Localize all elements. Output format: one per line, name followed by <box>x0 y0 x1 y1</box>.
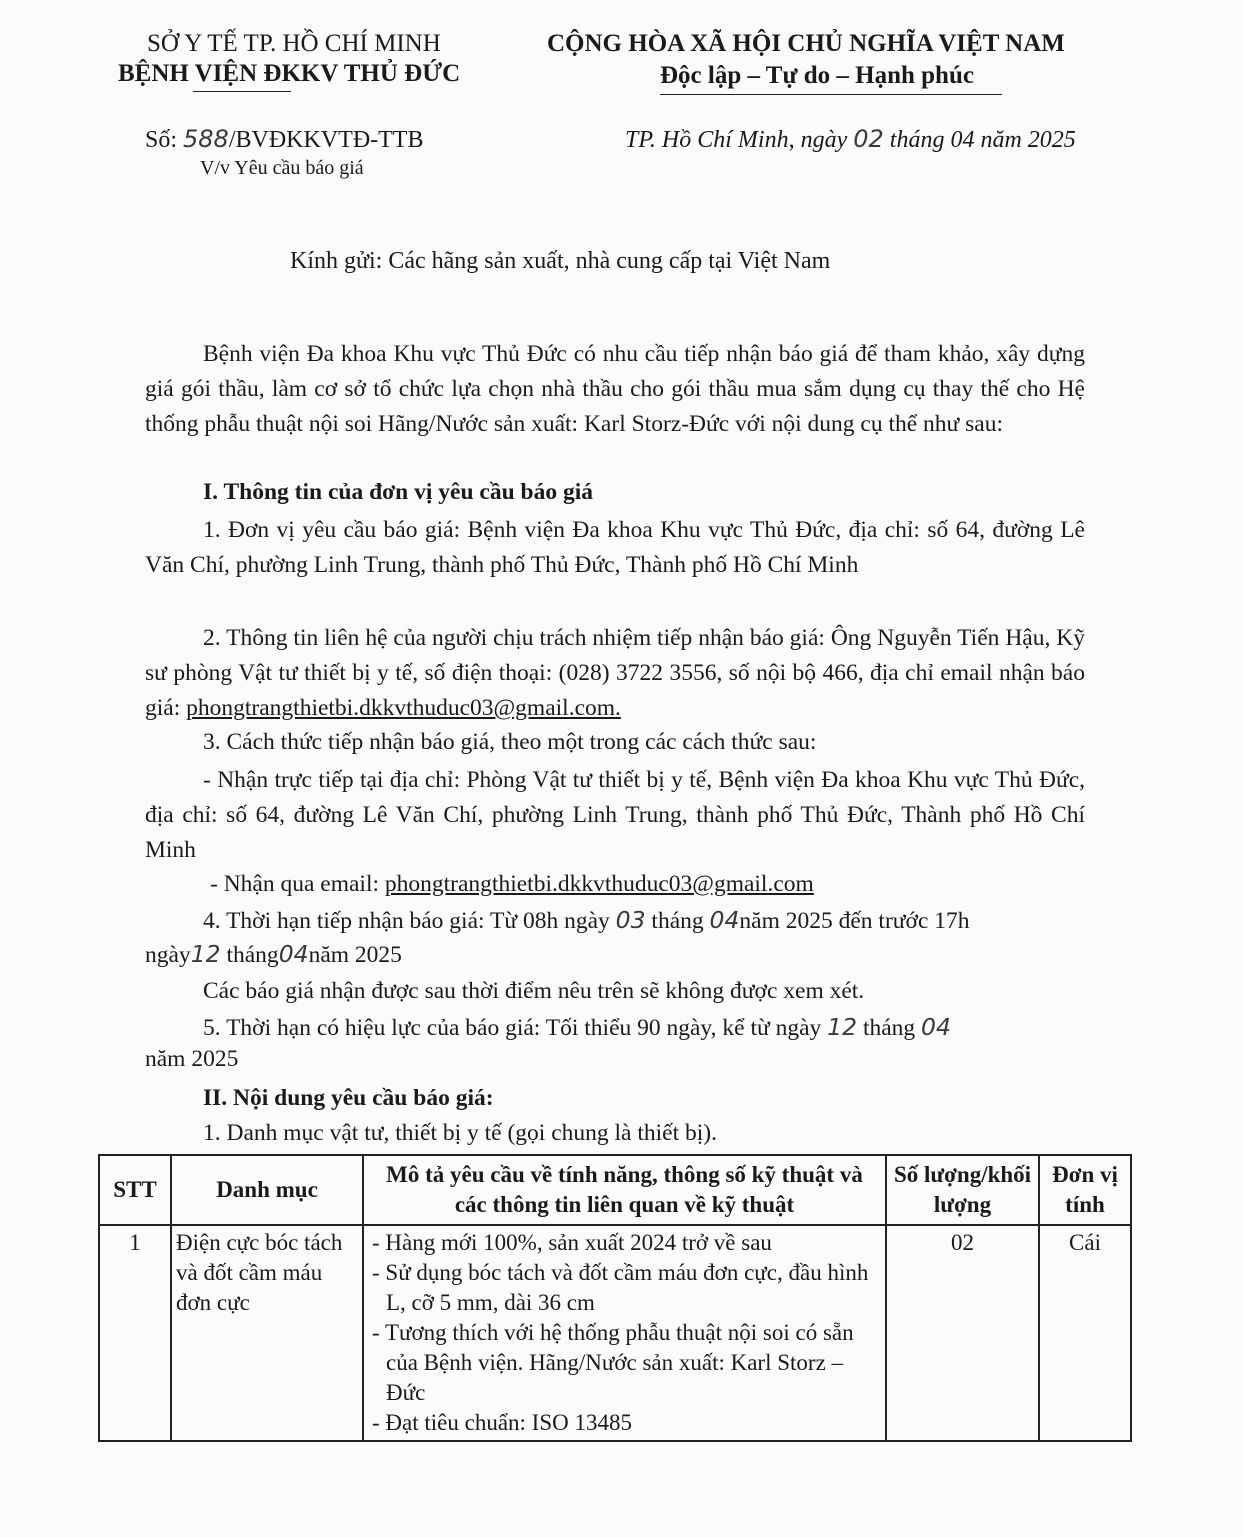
section1-item3-email <box>210 871 814 898</box>
section1-item4-line2 <box>145 940 402 969</box>
item5-month-handwritten: 04 <box>921 1013 951 1041</box>
date-part1: TP. Hồ Chí Minh, ngày <box>625 127 854 153</box>
intro-paragraph: Bệnh viện Đa khoa Khu vực Thủ Đức có nhu cầu tiếp nhận báo giá để tham khảo, xây dựng giá gói thầu, làm cơ sở tổ chức lựa chọn nhà thầu cho gói thầu mua sắm dụng cụ thay thế cho Hệ thống phẫu thuật nội soi Hãng/Nước sản xuất: Karl Storz-Đức với nội dung cụ thể như sau: <box>145 341 1085 437</box>
doc-number <box>145 125 423 154</box>
item4-f: năm 2025 <box>308 942 402 968</box>
submission-email-link[interactable]: phongtrangthietbi.dkkvthuduc03@gmail.com <box>384 871 814 897</box>
table-row <box>99 1225 1131 1441</box>
header-hospital-text: BỆNH VIỆN ĐKKV THỦ ĐỨC <box>118 60 461 87</box>
header-motto-underline <box>660 94 1002 95</box>
item5-b: tháng <box>857 1015 922 1041</box>
recipient-line: Kính gửi: Các hãng sản xuất, nhà cung cấp tại Việt Nam <box>290 248 831 274</box>
section1-title: I. Thông tin của đơn vị yêu cầu báo giá <box>203 479 593 505</box>
section1-item2 <box>145 621 1085 726</box>
section2-title: II. Nội dung yêu cầu báo giá: <box>203 1085 494 1111</box>
cell-stt: 1 <box>99 1225 171 1441</box>
section1-item4-note: Các báo giá nhận được sau thời điểm nêu trên sẽ không được xem xét. <box>203 978 865 1004</box>
cell-category: Điện cực bóc tách và đốt cầm máu đơn cực <box>171 1225 363 1441</box>
header-category: Danh mục <box>171 1155 363 1225</box>
spec-list <box>368 1228 881 1438</box>
section1-item5-line1 <box>203 1013 951 1042</box>
spec-item: - Hàng mới 100%, sản xuất 2024 trở về sau <box>372 1230 772 1255</box>
section1-item5-line2: năm 2025 <box>145 1046 239 1072</box>
cell-unit: Cái <box>1039 1225 1131 1441</box>
header-unit: Đơn vị tính <box>1039 1155 1131 1225</box>
doc-number-suffix: /BVĐKKVTĐ-TTB <box>228 127 424 153</box>
item4-a: 4. Thời hạn tiếp nhận báo giá: Từ 08h ngày <box>203 908 616 934</box>
item4-d: ngày <box>145 942 191 968</box>
spec-item: - Sử dụng bóc tách và đốt cầm máu đơn cực, đầu hình L, cỡ 5 mm, dài 36 cm <box>372 1260 869 1315</box>
item4-c: năm 2025 đến trước 17h <box>739 908 970 934</box>
equipment-table <box>98 1154 1132 1442</box>
header-ministry: SỞ Y TẾ TP. HỒ CHÍ MINH <box>147 30 441 57</box>
header-hospital <box>118 60 460 88</box>
header-motto: Độc lập – Tự do – Hạnh phúc <box>660 62 974 89</box>
contact-email-link[interactable]: phongtrangthietbi.dkkvthuduc03@gmail.com. <box>186 695 621 721</box>
header-left-underline <box>193 91 291 92</box>
item4-day1-handwritten: 03 <box>615 906 646 934</box>
doc-date <box>625 125 1076 154</box>
item4-month2-handwritten: 04 <box>278 940 309 968</box>
item4-b: tháng <box>645 908 710 934</box>
doc-subject: V/v Yêu cầu báo giá <box>200 157 364 179</box>
section1-item3-title: 3. Cách thức tiếp nhận báo giá, theo một trong các cách thức sau: <box>203 729 817 755</box>
doc-number-handwritten: 588 <box>183 125 229 153</box>
item4-e: tháng <box>220 942 279 968</box>
section1-item3-direct: - Nhận trực tiếp tại địa chỉ: Phòng Vật tư thiết bị y tế, Bệnh viện Đa khoa Khu vực Thủ Đức, địa chỉ: số 64, đường Lê Văn Chí, phường Linh Trung, thành phố Thủ Đức, Thành phố Hồ Chí Minh <box>145 767 1085 863</box>
item3-email-label: - Nhận qua email: <box>210 871 385 897</box>
header-republic: CỘNG HÒA XÃ HỘI CHỦ NGHĨA VIỆT NAM <box>547 30 1065 57</box>
cell-description <box>363 1225 886 1441</box>
item5-a: 5. Thời hạn có hiệu lực của báo giá: Tối thiểu 90 ngày, kể từ ngày <box>203 1015 828 1041</box>
spec-item: - Đạt tiêu chuẩn: ISO 13485 <box>372 1410 632 1435</box>
section2-item1: 1. Danh mục vật tư, thiết bị y tế (gọi chung là thiết bị). <box>203 1120 717 1146</box>
date-part2: tháng 04 năm 2025 <box>883 127 1076 153</box>
item4-day2-handwritten: 12 <box>190 940 221 968</box>
section1-item4-line1 <box>203 906 1085 935</box>
item4-month1-handwritten: 04 <box>709 906 740 934</box>
section1-item1: 1. Đơn vị yêu cầu báo giá: Bệnh viện Đa khoa Khu vực Thủ Đức, địa chỉ: số 64, đường Lê Văn Chí, phường Linh Trung, thành phố Thủ Đức, Thành phố Hồ Chí Minh <box>145 517 1085 578</box>
table-header-row <box>99 1155 1131 1225</box>
item5-day-handwritten: 12 <box>827 1013 858 1041</box>
cell-quantity: 02 <box>886 1225 1039 1441</box>
date-day-handwritten: 02 <box>853 125 884 153</box>
header-description: Mô tả yêu cầu về tính năng, thông số kỹ thuật và các thông tin liên quan về kỹ thuật <box>363 1155 886 1225</box>
doc-number-prefix: Số: <box>145 127 184 153</box>
item2-text: 2. Thông tin liên hệ của người chịu trách nhiệm tiếp nhận báo giá: Ông Nguyễn Tiến Hậu, Kỹ sư phòng Vật tư thiết bị y tế, số điện thoại: (028) 3722 3556, số nội bộ 466, địa chỉ email nhận báo giá: <box>145 625 1085 721</box>
header-stt: STT <box>99 1155 171 1225</box>
spec-item: - Tương thích với hệ thống phẫu thuật nội soi có sẵn của Bệnh viện. Hãng/Nước sản xuất: Karl Storz – Đức <box>372 1320 854 1405</box>
header-quantity: Số lượng/khối lượng <box>886 1155 1039 1225</box>
